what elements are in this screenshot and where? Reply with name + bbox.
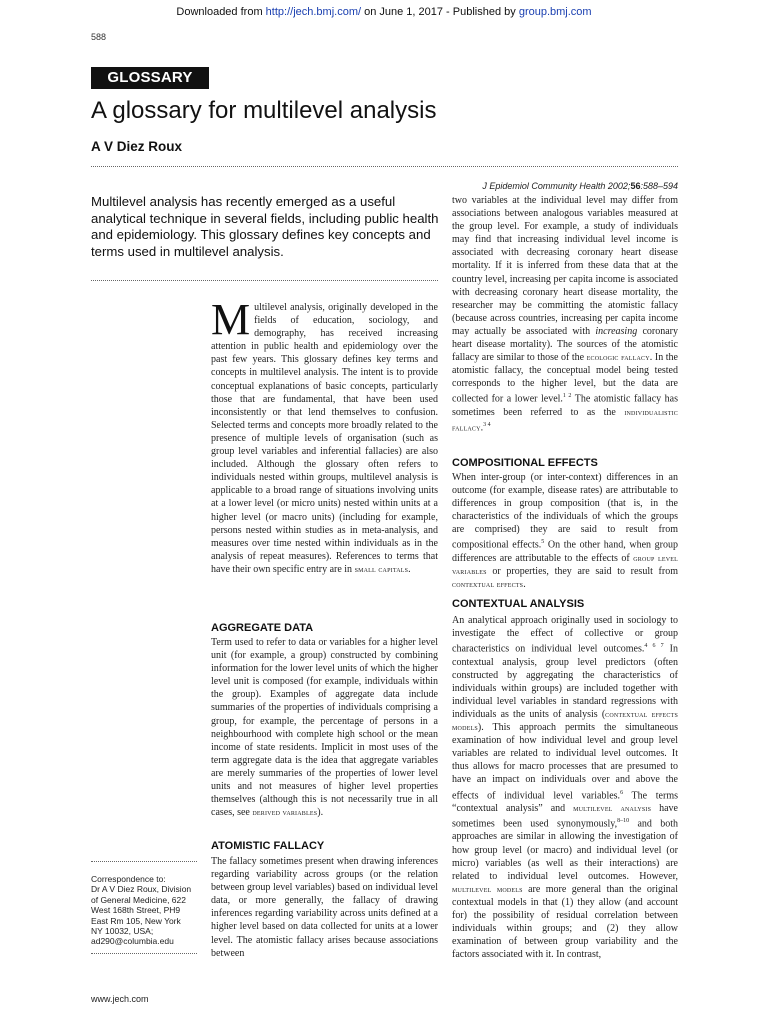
citation: J Epidemiol Community Health 2002;56:588–594: [482, 181, 678, 191]
correspondence-email[interactable]: ad290@columbia.edu: [91, 936, 174, 947]
correspondence-block: [91, 874, 201, 947]
abstract-divider: [91, 280, 438, 281]
author-name: A V Diez Roux: [91, 139, 183, 154]
heading-aggregate-data: AGGREGATE DATA: [211, 622, 314, 634]
correspondence-line: NY 10032, USA;: [91, 926, 154, 937]
footer-url[interactable]: www.jech.com: [91, 994, 149, 1004]
correspondence-divider-top: [91, 861, 197, 862]
aggregate-data-text: Term used to refer to data or variables for a higher level unit (for example, a group) constructed by combining information for the lower level units of which the higher level unit is composed (for example, individuals within the group). Examples of aggregate data include summaries of the properties of individuals comprising a group, for example, the percentage of persons in a neighbourhood with complete high school or the mean income of state residents. Implicit in most uses of the term aggregate data is the idea that aggregate variables are merely summaries of the properties of lower level units and not measures of higher level properties themselves (although this is not necessarily true in all cases, see derived variables).: [211, 637, 438, 819]
title-divider: [91, 166, 678, 167]
correspondence-line: of General Medicine, 622: [91, 894, 186, 905]
correspondence-line: Dr A V Diez Roux, Division: [91, 884, 192, 895]
abstract: Multilevel analysis has recently emerged as a useful analytical technique in several fields, including public health and epidemiology. This glossary defines key concepts and terms used in multilevel analysis.: [91, 194, 439, 259]
atomistic-fallacy-continued: two variables at the individual level may differ from associations between analogous variables measured at the group level. For example, a study of individuals may find that increasing individual level income is associated with decreasing coronary heart disease mortality. If it is inferred from these data that at the country level, increasing per capita income is associated with decreasing coronary heart disease mortality, the researcher may be committing the atomistic fallacy (because across countries, increasing per capita income may actually be associated with increasing coronary heart disease mortality). The sources of the atomistic fallacy are similar to those of the ecologic fallacy. In the atomistic fallacy, the conceptual model being tested corresponds to the higher level, but the data are collected for a lower level.$^{1 2}$ The atomistic fallacy has sometimes been referred to as the individualistic fallacy.$^{3 4}$: [452, 195, 679, 434]
heading-compositional-effects: COMPOSITIONAL EFFECTS: [452, 457, 598, 469]
drop-cap: M: [211, 295, 251, 344]
page-number: 588: [91, 32, 107, 42]
group-bmj-link[interactable]: group.bmj.com: [518, 6, 592, 18]
heading-atomistic-fallacy: ATOMISTIC FALLACY: [211, 840, 325, 852]
section-label: GLOSSARY: [91, 67, 209, 89]
correspondence-line: West 168th Street, PH9: [91, 905, 181, 916]
atomistic-fallacy-text: The fallacy sometimes present when drawing inferences regarding variability across groups (or the relation between group level variables) based on individual level data, or more generally, the fallacy of drawing inferences regarding variability across units defined at a higher level based on data collected for units at a lower level. The atomistic fallacy arises because associations between: [211, 856, 438, 959]
correspondence-divider-bottom: [91, 953, 197, 954]
correspondence-label: Correspondence to:: [91, 874, 166, 884]
download-banner: Downloaded from http://jech.bmj.com/ on June 1, 2017 - Published by group.bmj.com: [176, 6, 592, 18]
correspondence-line: East Rm 105, New York: [91, 915, 181, 926]
compositional-effects-text: When inter-group (or inter-context) differences in an outcome (for example, disease rates) are attributable to differences in group composition (that is, in the characteristics of the individuals of which the groups are comprised) they are said to result from compositional effects.$^5$ On the other hand, when group differences are attributable to the effects of group level variables or properties, they are said to result from contextual effects.: [452, 472, 678, 591]
jech-link[interactable]: http://jech.bmj.com/: [265, 6, 362, 18]
heading-contextual-analysis: CONTEXTUAL ANALYSIS: [452, 598, 585, 610]
article-title: A glossary for multilevel analysis: [91, 97, 437, 124]
contextual-analysis-text: An analytical approach originally used in sociology to investigate the effect of collective or group characteristics on individual level outcomes.$^{4 6 7}$ In contextual analysis, group level predictors (often constructed by aggregating the characteristics of individuals within groups) are included together with individual level variables in standard regressions with individuals as the units of analysis (contextual effects models). This approach permits the simultaneous examination of how individual level and group level variables are related to individual level outcomes. It thus allows for macro processes that are presumed to have an impact on individuals over and above the effects of individual level variables.$^6$ The terms “contextual analysis” and multilevel analysis have sometimes been used synonymously,$^{8-10}$ and both approaches are similar in allowing the investigation of how group level (or macro) and individual level (or micro) variables (as well as their interactions) are related to individual level outcomes. However, multilevel models are more general than the original contextual models in that (1) they allow (and account for) the possibility of residual correlation between individuals within groups; and (2) they allow examination of between group variability and the factors associated with it. In contrast,: [452, 615, 679, 961]
intro-paragraph: Multilevel analysis, originally developed in the fields of education, sociology, and demography, has received increasing attention in public health and epidemiology over the past few years. This glossary defines key terms and concepts in multilevel analysis. The intent is to provide conceptual explanations of basic concepts, particularly those that are fundamental, that have been used inconsistently or that lend themselves to confusion. Selected terms and concepts more broadly related to the presence of multiple levels of organisation (such as group level variables and inferential fallacies) are also included. Although the glossary often refers to individuals nested within groups, multilevel analysis is applicable to a broad range of situations involving units at a lower level (or micro units) nested within units at a higher level (or macro units) (including for example, persons nested within studies as in meta-analysis, and measures over time nested within individuals as in the analysis of repeat measures). References to terms that have their own specific entry are in small capitals.: [211, 295, 438, 575]
